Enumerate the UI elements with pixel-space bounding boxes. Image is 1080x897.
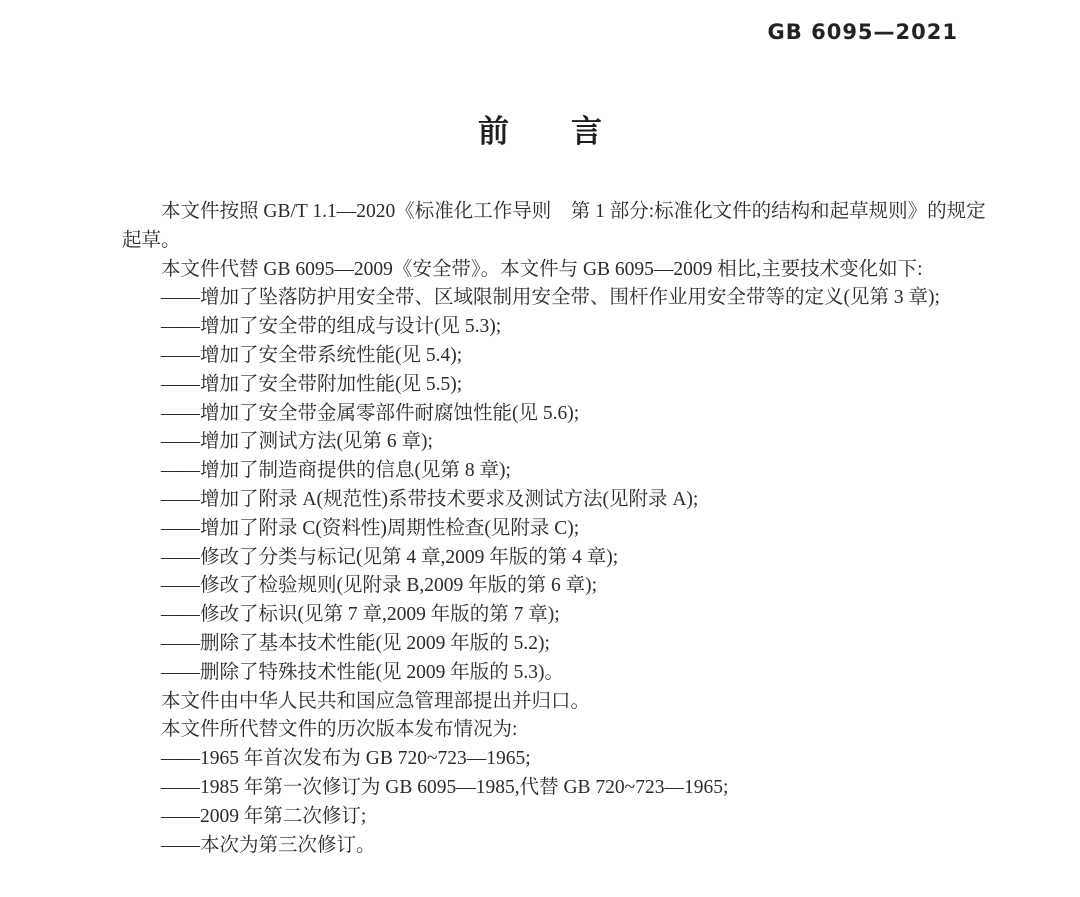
page-title: 前 言 [478, 114, 602, 150]
paragraph-line: ——删除了特殊技术性能(见 2009 年版的 5.3)。 [161, 661, 564, 683]
paragraph-line: ——增加了测试方法(见第 6 章); [161, 431, 433, 453]
doc-number: GB 6095—2021 [767, 20, 958, 44]
paragraph-line: 本文件由中华人民共和国应急管理部提出并归口。 [161, 690, 591, 712]
paragraph-line: ——增加了安全带金属零部件耐腐蚀性能(见 5.6); [161, 402, 580, 424]
paragraph-line: ——增加了安全带附加性能(见 5.5); [161, 373, 463, 395]
paragraph-line: ——增加了附录 A(规范性)系带技术要求及测试方法(见附录 A); [161, 488, 699, 510]
page-header [768, 20, 958, 44]
paragraph-line: ——本次为第三次修订。 [161, 834, 376, 856]
paragraph-line: ——2009 年第二次修订; [161, 805, 367, 827]
paragraph-line: ——增加了安全带的组成与设计(见 5.3); [161, 316, 502, 338]
paragraph-line: ——修改了分类与标记(见第 4 章,2009 年版的第 4 章); [161, 546, 619, 568]
paragraph-line: ——增加了制造商提供的信息(见第 8 章); [161, 460, 511, 482]
paragraph-line: ——删除了基本技术性能(见 2009 年版的 5.2); [161, 632, 550, 654]
document-body [122, 198, 986, 860]
paragraph-line: 本文件所代替文件的历次版本发布情况为: [161, 719, 518, 741]
paragraph-line: ——修改了标识(见第 7 章,2009 年版的第 7 章); [161, 604, 560, 626]
paragraph-line: 本文件代替 GB 6095—2009《安全带》。本文件与 GB 6095—2009 相比,主要技术变化如下: [161, 258, 923, 280]
paragraph-line: ——修改了检验规则(见附录 B,2009 年版的第 6 章); [161, 575, 598, 597]
paragraph-line: ——增加了坠落防护用安全带、区域限制用安全带、围杆作业用安全带等的定义(见第 3 章); [161, 287, 940, 309]
paragraph-line: ——1985 年第一次修订为 GB 6095—1985,代替 GB 720~723—1965; [161, 776, 729, 798]
paragraph-line: 起草。 [122, 229, 181, 251]
paragraph-line: ——增加了安全带系统性能(见 5.4); [161, 344, 463, 366]
paragraph-line: 本文件按照 GB/T 1.1—2020《标准化工作导则 第 1 部分:标准化文件的结构和起草规则》的规定 [161, 201, 986, 222]
paragraph-line: ——1965 年首次发布为 GB 720~723—1965; [161, 748, 531, 770]
paragraph-line: ——增加了附录 C(资料性)周期性检查(见附录 C); [161, 517, 580, 539]
